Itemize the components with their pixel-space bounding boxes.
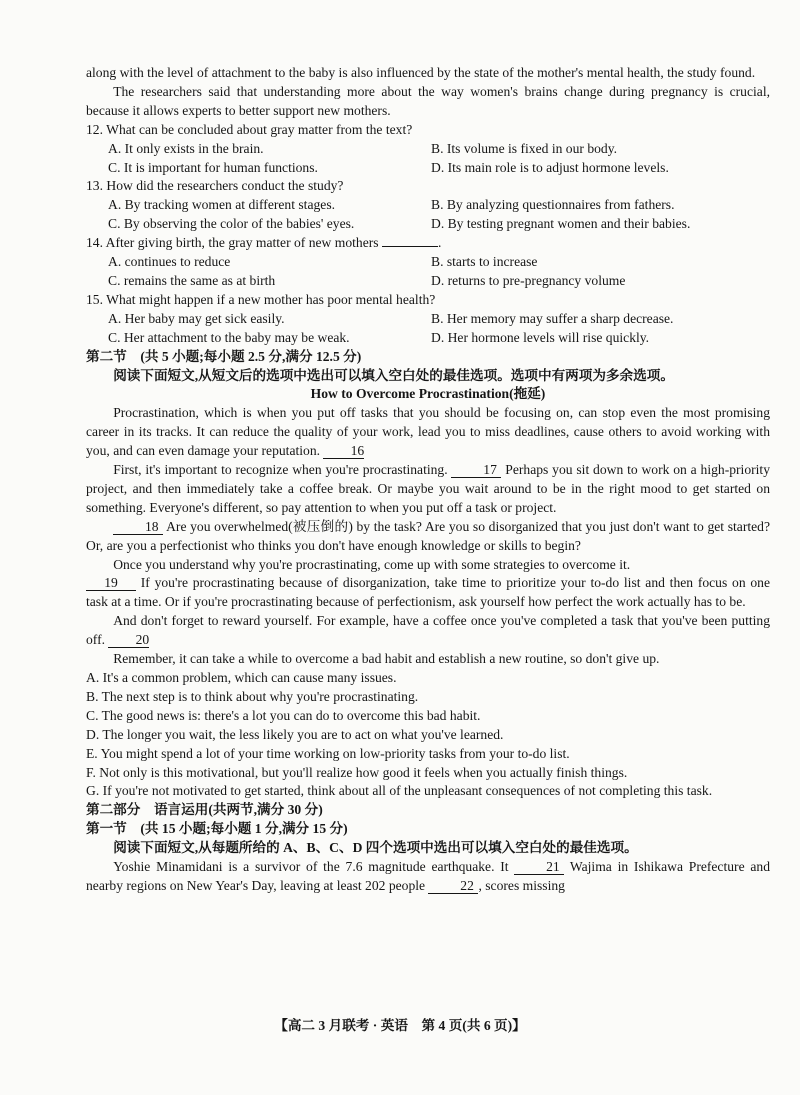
paragraph-text: First, it's important to recognize when you're procrastinating.	[113, 462, 448, 478]
part-heading: 第二部分 语言运用(共两节,满分 30 分)	[86, 802, 323, 818]
option-c: C. It is important for human functions.	[108, 159, 318, 175]
passage-title: How to Overcome Procrastination(拖延)	[310, 386, 546, 402]
option-c: C. remains the same as at birth	[108, 272, 276, 288]
page-content	[86, 64, 770, 896]
sentence-option-f: F. Not only is this motivational, but you'll realize how good it feels when you actually finish things.	[86, 764, 628, 780]
option-a: A. By tracking women at different stages.	[108, 197, 336, 213]
passage-paragraph: Once you understand why you're procrastinating, come up with some strategies to overcome it.	[113, 556, 631, 572]
option-d: D. By testing pregnant women and their babies.	[431, 216, 691, 232]
passage-paragraph	[86, 518, 770, 556]
option-b: B. Its volume is fixed in our body.	[431, 140, 618, 156]
sentence-option-a: A. It's a common problem, which can cause many issues.	[86, 670, 397, 685]
passage-continuation: along with the level of attachment to the baby is also influenced by the state of the mother's mental health, the study found.	[86, 65, 756, 80]
section-instruction: 阅读下面短文,从每题所给的 A、B、C、D 四个选项中选出可以填入空白处的最佳选项。	[113, 840, 638, 856]
passage-paragraph: The researchers said that understanding more about the way women's brains change during pregnancy is crucial, because it allows experts to better support new mothers.	[86, 83, 770, 118]
paragraph-text: Procrastination, which is when you put off tasks that you should be focusing on, can stop even the most promising career in its tracks. It can reduce the quality of your work, lead you to miss deadlines, cause others to avoid working with you, and can even damage your reputation.	[86, 405, 770, 459]
question-stem: 12. What can be concluded about gray matter from the text?	[86, 121, 413, 137]
question-options	[86, 253, 770, 291]
blank-21: 21	[514, 859, 564, 875]
answer-blank	[382, 246, 438, 247]
section-instruction: 阅读下面短文,从短文后的选项中选出可以填入空白处的最佳选项。选项中有两项为多余选项。	[113, 367, 674, 383]
paragraph-text: , scores missing	[478, 877, 565, 893]
option-a: A. Her baby may get sick easily.	[108, 310, 285, 326]
blank-18: 18	[113, 519, 163, 535]
paragraph-text: Are you overwhelmed(被压倒的) by the task? Are you so disorganized that you just don't want to get started? Or, are you a perfectionist who thinks you don't have enough knowledge or skills to begin?	[86, 518, 770, 553]
question-12	[86, 121, 770, 178]
passage-paragraph	[86, 574, 770, 612]
sentence-option-d: D. The longer you wait, the less likely you are to act on what you've learned.	[86, 726, 504, 742]
question-stem: 14. After giving birth, the gray matter of new mothers	[86, 235, 379, 251]
question-15	[86, 291, 770, 348]
option-c: C. By observing the color of the babies' eyes.	[108, 216, 355, 232]
passage-paragraph	[86, 404, 770, 461]
option-a: A. continues to reduce	[108, 254, 231, 270]
blank-20: 20	[108, 632, 149, 648]
question-stem: 13. How did the researchers conduct the study?	[86, 178, 344, 194]
option-d: D. Her hormone levels will rise quickly.	[431, 329, 650, 345]
section-heading: 第一节 (共 15 小题;每小题 1 分,满分 15 分)	[86, 821, 348, 837]
blank-22: 22	[428, 878, 478, 894]
question-options	[86, 140, 770, 178]
option-c: C. Her attachment to the baby may be weak.	[108, 329, 350, 345]
question-13	[86, 177, 770, 234]
blank-16: 16	[323, 443, 364, 459]
question-options	[86, 196, 770, 234]
sentence-options	[86, 669, 770, 801]
paragraph-text: Perhaps you sit down to work on a high-priority project, and then immediately take a coffee break. Or maybe you wait around to be in the right mood to get started on something. Everyone's different, so pay attention to when you put off a task or project.	[86, 462, 770, 515]
blank-17: 17	[451, 462, 501, 478]
option-a: A. It only exists in the brain.	[108, 140, 264, 156]
option-b: B. starts to increase	[431, 254, 538, 270]
question-stem-line	[86, 234, 770, 253]
question-stem: 15. What might happen if a new mother has poor mental health?	[86, 291, 436, 307]
option-d: D. returns to pre-pregnancy volume	[431, 272, 626, 288]
sentence-option-c: C. The good news is: there's a lot you can do to overcome this bad habit.	[86, 707, 481, 723]
paragraph-text: Wajima in Ishikawa Prefecture and nearby regions on New Year's Day, leaving at least 202 people	[86, 859, 771, 893]
paragraph-text: Yoshie Minamidani is a survivor of the 7.6 magnitude earthquake. It	[113, 859, 509, 875]
question-options	[86, 310, 770, 348]
option-d: D. Its main role is to adjust hormone levels.	[431, 159, 669, 175]
passage-paragraph: Remember, it can take a while to overcome a bad habit and establish a new routine, so don't give up.	[113, 651, 660, 667]
sentence-option-e: E. You might spend a lot of your time working on low-priority tasks from your to-do list.	[86, 745, 570, 761]
passage-paragraph	[86, 461, 770, 518]
section-heading: 第二节 (共 5 小题;每小题 2.5 分,满分 12.5 分)	[86, 348, 362, 364]
blank-19: 19	[86, 575, 136, 591]
sentence-option-g: G. If you're not motivated to get started, think about all of the unpleasant consequences of not completing this task.	[86, 783, 713, 799]
passage-paragraph	[86, 858, 770, 896]
paragraph-text: If you're procrastinating because of disorganization, take time to prioritize your to-do list and then focus on one task at a time. Or if you're procrastinating because of perfectionism, ask yourself how perfect the work actually has to be.	[86, 575, 770, 610]
option-b: B. Her memory may suffer a sharp decrease.	[431, 310, 674, 326]
question-14	[86, 234, 770, 291]
page-footer: 【高二 3 月联考 · 英语 第 4 页(共 6 页)】	[274, 1018, 526, 1033]
sentence-option-b: B. The next step is to think about why you're procrastinating.	[86, 688, 419, 704]
paragraph-text: And don't forget to reward yourself. For example, have a coffee once you've completed a task that you've been putting off.	[86, 613, 770, 648]
option-b: B. By analyzing questionnaires from fathers.	[431, 197, 675, 213]
passage-paragraph	[86, 612, 770, 650]
stem-end: .	[437, 235, 442, 251]
